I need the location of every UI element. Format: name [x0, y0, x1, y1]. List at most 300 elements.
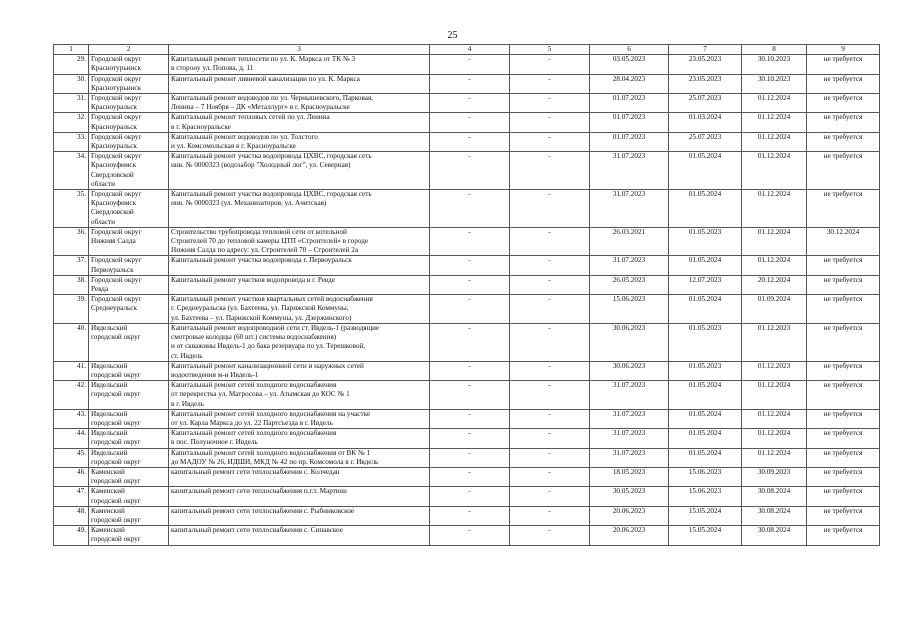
work-description-cell-line: ул. Бахтеева – ул. Парижской Коммуны, ул. Дзержинского)	[171, 313, 352, 322]
row-number-cell: 31.	[54, 94, 89, 113]
work-description-cell	[169, 190, 430, 228]
municipality-cell-line: Городской округ	[91, 74, 142, 83]
date-column-7-cell: 01.05.2024	[669, 295, 742, 324]
column-4-cell: -	[430, 256, 510, 275]
column-9-cell: не требуется	[807, 152, 880, 190]
column-5-cell: -	[510, 506, 590, 525]
municipality-cell-line: городской округ	[91, 515, 141, 524]
municipality-cell-line: Городской округ	[91, 132, 142, 141]
work-description-cell-line: Капитальный ремонт канализационной сети и наружных сетей	[171, 361, 364, 370]
table-row	[54, 429, 880, 448]
municipality-cell-line: Городской округ	[91, 256, 142, 265]
municipality-cell-line: городской округ	[91, 418, 141, 427]
column-9-cell: не требуется	[807, 275, 880, 294]
column-5-cell: -	[510, 190, 590, 228]
municipality-cell-line: городской округ	[91, 496, 141, 505]
work-description-cell-line: Капитальный ремонт сетей холодного водоснабжения на участке	[171, 409, 371, 418]
municipality-cell-line: Нижняя Салда	[91, 237, 136, 246]
work-description-cell-line: Капитальный ремонт сетей холодного водоснабжения от ВК № 1	[171, 448, 371, 457]
column-9-cell: не требуется	[807, 448, 880, 467]
page-number: 25	[447, 30, 458, 41]
work-description-cell-line: капитальный ремонт сети теплоснабжения с. Рыбниковское	[171, 506, 355, 515]
column-9-cell: не требуется	[807, 113, 880, 132]
column-9-cell: не требуется	[807, 526, 880, 545]
municipality-cell-line: Городской округ	[91, 295, 142, 304]
date-start-cell: 26.03.2021	[590, 227, 669, 256]
row-number-cell: 35.	[54, 190, 89, 228]
work-description-cell-line: и ул. Комсомольская в г. Красноуральске	[171, 142, 296, 151]
work-description-cell	[169, 295, 430, 324]
work-description-cell-line: капитальный ремонт сети теплоснабжения п.г.т. Мартюш	[171, 487, 347, 496]
column-5-cell: -	[510, 227, 590, 256]
work-description-cell-line: Капитальный ремонт участков квартальных сетей водоснабжения	[171, 295, 373, 304]
municipality-cell-line: Ревда	[91, 285, 109, 294]
work-description-cell-line: Капитальный ремонт участка водопровода г. Первоуральск	[171, 256, 352, 265]
municipality-cell-line: городской округ	[91, 457, 141, 466]
date-column-7-cell: 15.05.2024	[669, 506, 742, 525]
municipality-cell-line: Свердловской	[91, 170, 134, 179]
row-number-cell: 36.	[54, 227, 89, 256]
column-4-cell: -	[430, 323, 510, 361]
work-description-cell-line: в сторону ул. Попова, д. 11	[171, 64, 254, 73]
row-number-cell: 34.	[54, 152, 89, 190]
municipality-cell-line: городской округ	[91, 370, 141, 379]
date-column-7-cell: 15.06.2023	[669, 487, 742, 506]
work-description-cell-line: Капитальный ремонт ливневой канализации по ул. К. Маркса	[171, 74, 360, 83]
column-5-cell: -	[510, 409, 590, 428]
work-description-cell-line: в г. Красноуральске	[171, 122, 231, 131]
municipality-cell	[89, 152, 169, 190]
municipality-cell-line: городской округ	[91, 438, 141, 447]
column-5-cell: -	[510, 295, 590, 324]
column-4-cell: -	[430, 409, 510, 428]
date-column-7-cell: 12.07.2023	[669, 275, 742, 294]
municipality-cell	[89, 94, 169, 113]
header-cell: 4	[430, 45, 510, 55]
work-description-cell	[169, 152, 430, 190]
column-4-cell: -	[430, 132, 510, 151]
column-5-cell: -	[510, 275, 590, 294]
table-row	[54, 94, 880, 113]
work-description-cell	[169, 448, 430, 467]
column-4-cell: -	[430, 94, 510, 113]
column-4-cell: -	[430, 113, 510, 132]
header-cell: 3	[169, 45, 430, 55]
municipality-cell-line: Краснотурьинск	[91, 83, 141, 92]
date-completion-cell: 30.10.2023	[742, 74, 807, 93]
column-5-cell: -	[510, 256, 590, 275]
table-row	[54, 361, 880, 380]
date-column-7-cell: 01.03.2024	[669, 113, 742, 132]
municipality-cell	[89, 113, 169, 132]
work-description-cell	[169, 361, 430, 380]
column-5-cell: -	[510, 94, 590, 113]
date-completion-cell: 30.08.2024	[742, 487, 807, 506]
municipality-cell-line: Красноуральск	[91, 142, 137, 151]
work-description-cell-line: Капитальный ремонт сетей холодного водоснабжения	[171, 429, 337, 438]
municipality-cell-line: области	[91, 217, 116, 226]
date-column-7-cell: 23.05.2023	[669, 55, 742, 74]
work-description-cell-line: инв. № 0000323 (водозабор "Холодный лог", ул. Северная)	[171, 161, 351, 170]
column-9-cell: не требуется	[807, 256, 880, 275]
date-start-cell: 20.06.2023	[590, 506, 669, 525]
work-description-cell-line: Капитальный ремонт водоводов по ул. Чернышевского, Парковая,	[171, 94, 374, 103]
date-start-cell: 30.06.2023	[590, 323, 669, 361]
column-4-cell: -	[430, 152, 510, 190]
municipality-cell-line: Городской округ	[91, 190, 142, 199]
column-9-cell: не требуется	[807, 94, 880, 113]
column-9-cell: не требуется	[807, 132, 880, 151]
row-number-cell: 40.	[54, 323, 89, 361]
municipality-cell	[89, 381, 169, 410]
municipality-cell	[89, 295, 169, 324]
date-start-cell: 28.04.2023	[590, 74, 669, 93]
row-number-cell: 32.	[54, 113, 89, 132]
municipality-cell-line: Городской округ	[91, 227, 142, 236]
date-start-cell: 03.05.2023	[590, 55, 669, 74]
work-description-cell-line: от ул. Карла Маркса до ул. 22 Партсъезда в г. Ивдель	[171, 418, 333, 427]
table-row	[54, 132, 880, 151]
work-description-cell	[169, 467, 430, 486]
date-completion-cell: 01.12.2024	[742, 94, 807, 113]
municipality-cell-line: Ивдельский	[91, 381, 128, 390]
municipality-cell-line: Первоуральск	[91, 265, 134, 274]
work-description-cell-line: Капитальный ремонт участка водопровода ЦХВС, городская сеть	[171, 190, 372, 199]
work-description-cell-line: в пос. Полуночное г. Ивдель	[171, 438, 258, 447]
date-completion-cell: 01.12.2024	[742, 152, 807, 190]
date-completion-cell: 20.12.2024	[742, 275, 807, 294]
date-start-cell: 31.07.2023	[590, 190, 669, 228]
municipality-cell	[89, 361, 169, 380]
date-completion-cell: 01.12.2024	[742, 190, 807, 228]
work-description-cell	[169, 487, 430, 506]
column-9-cell: не требуется	[807, 467, 880, 486]
column-5-cell: -	[510, 55, 590, 74]
column-9-cell: не требуется	[807, 487, 880, 506]
date-start-cell: 26.05.2023	[590, 275, 669, 294]
column-9-cell: не требуется	[807, 295, 880, 324]
row-number-cell: 33.	[54, 132, 89, 151]
work-description-cell-line: водоотведения м-н Ивдель-1	[171, 370, 259, 379]
column-4-cell: -	[430, 448, 510, 467]
date-column-7-cell: 01.05.2024	[669, 409, 742, 428]
municipality-cell-line: Красноуральск	[91, 103, 137, 112]
date-column-7-cell: 25.07.2023	[669, 132, 742, 151]
date-column-7-cell: 15.06.2023	[669, 467, 742, 486]
work-description-cell	[169, 132, 430, 151]
work-description-cell-line: Капитальный ремонт участков водопровода в г. Ревде	[171, 275, 335, 284]
row-number-cell: 43.	[54, 409, 89, 428]
date-column-7-cell: 01.05.2023	[669, 361, 742, 380]
header-cell: 7	[669, 45, 742, 55]
column-4-cell: -	[430, 429, 510, 448]
date-completion-cell: 01.12.2023	[742, 361, 807, 380]
municipality-cell-line: Каменский	[91, 526, 125, 535]
municipality-cell-line: городской округ	[91, 390, 141, 399]
work-description-cell-line: до МАДОУ № 26, ИДШИ, МКД № 42 по пр. Комсомола в г. Ивдель	[171, 457, 379, 466]
header-cell: 8	[742, 45, 807, 55]
column-4-cell: -	[430, 526, 510, 545]
work-description-cell	[169, 409, 430, 428]
municipality-cell	[89, 467, 169, 486]
row-number-cell: 37.	[54, 256, 89, 275]
date-start-cell: 31.07.2023	[590, 448, 669, 467]
column-5-cell: -	[510, 323, 590, 361]
column-9-cell: не требуется	[807, 429, 880, 448]
row-number-cell: 42.	[54, 381, 89, 410]
date-completion-cell: 01.09.2024	[742, 295, 807, 324]
column-4-cell: -	[430, 295, 510, 324]
row-number-cell: 41.	[54, 361, 89, 380]
date-start-cell: 18.05.2023	[590, 467, 669, 486]
work-description-cell-line: г. Среднеуральска (ул. Бахтеева, ул. Парижской Коммуны,	[171, 304, 349, 313]
date-column-7-cell: 01.05.2024	[669, 190, 742, 228]
work-description-cell-line: Строителей 70 до тепловой камеры ЦТП «Строителей» в городе	[171, 237, 369, 246]
municipality-cell	[89, 190, 169, 228]
date-start-cell: 20.06.2023	[590, 526, 669, 545]
municipality-cell	[89, 506, 169, 525]
work-description-cell	[169, 526, 430, 545]
work-description-cell-line: Капитальный ремонт водопроводной сети ст. Ивдель-1 (разводящие	[171, 323, 380, 332]
work-description-cell-line: в г. Ивдель	[171, 399, 205, 408]
date-completion-cell: 01.12.2024	[742, 409, 807, 428]
row-number-cell: 44.	[54, 429, 89, 448]
table-row	[54, 526, 880, 545]
row-number-cell: 49.	[54, 526, 89, 545]
date-column-7-cell: 01.05.2024	[669, 256, 742, 275]
work-description-cell	[169, 256, 430, 275]
municipality-cell	[89, 323, 169, 361]
municipality-cell-line: городской округ	[91, 333, 141, 342]
work-description-cell	[169, 275, 430, 294]
municipality-cell	[89, 409, 169, 428]
date-completion-cell: 01.12.2024	[742, 132, 807, 151]
column-9-cell: не требуется	[807, 409, 880, 428]
date-column-7-cell: 01.05.2024	[669, 429, 742, 448]
column-5-cell: -	[510, 361, 590, 380]
column-5-cell: -	[510, 467, 590, 486]
header-cell: 5	[510, 45, 590, 55]
row-number-cell: 47.	[54, 487, 89, 506]
municipality-cell-line: Среднеуральск	[91, 304, 137, 313]
table-row	[54, 295, 880, 324]
date-column-7-cell: 25.07.2023	[669, 94, 742, 113]
table-row	[54, 275, 880, 294]
work-description-cell	[169, 227, 430, 256]
municipality-cell	[89, 526, 169, 545]
work-description-cell	[169, 506, 430, 525]
municipality-cell-line: Каменский	[91, 506, 125, 515]
row-number-cell: 39.	[54, 295, 89, 324]
municipality-cell	[89, 227, 169, 256]
municipality-cell	[89, 55, 169, 74]
municipality-cell-line: Краснотурьинск	[91, 64, 141, 73]
column-4-cell: -	[430, 74, 510, 93]
header-row	[54, 45, 880, 55]
work-description-cell	[169, 94, 430, 113]
municipality-cell-line: Каменский	[91, 467, 125, 476]
municipality-cell-line: Городской округ	[91, 55, 142, 64]
header-cell: 1	[54, 45, 89, 55]
column-4-cell: -	[430, 361, 510, 380]
row-number-cell: 29.	[54, 55, 89, 74]
header-cell: 2	[89, 45, 169, 55]
header-cell: 9	[807, 45, 880, 55]
table-row	[54, 323, 880, 361]
date-column-7-cell: 23.05.2023	[669, 74, 742, 93]
column-5-cell: -	[510, 448, 590, 467]
municipality-cell-line: Ивдельский	[91, 409, 128, 418]
municipality-cell	[89, 448, 169, 467]
municipality-cell-line: Ивдельский	[91, 448, 128, 457]
date-completion-cell: 30.08.2024	[742, 506, 807, 525]
municipality-cell-line: Красноуральск	[91, 122, 137, 131]
municipality-cell-line: городской округ	[91, 477, 141, 486]
column-9-cell: не требуется	[807, 381, 880, 410]
work-description-cell-line: Капитальный ремонт тепловых сетей по ул. Ленина	[171, 113, 330, 122]
column-5-cell: -	[510, 132, 590, 151]
column-5-cell: -	[510, 526, 590, 545]
work-description-cell-line: Ленина – 7 Ноября – ДК «Металлург» в г. Красноуральске	[171, 103, 350, 112]
date-completion-cell: 30.10.2023	[742, 55, 807, 74]
work-description-cell	[169, 381, 430, 410]
municipality-cell-line: Ивдельский	[91, 361, 128, 370]
date-column-7-cell: 01.05.2024	[669, 152, 742, 190]
row-number-cell: 46.	[54, 467, 89, 486]
table-row	[54, 487, 880, 506]
table-row	[54, 467, 880, 486]
date-start-cell: 31.07.2023	[590, 429, 669, 448]
municipality-cell	[89, 429, 169, 448]
municipality-cell-line: Городской округ	[91, 275, 142, 284]
work-description-cell	[169, 55, 430, 74]
municipality-cell-line: области	[91, 179, 116, 188]
column-4-cell: -	[430, 506, 510, 525]
work-description-cell-line: инв. № 0000323 (ул. Механизаторов, ул. Ачитская)	[171, 199, 327, 208]
work-description-cell-line: Капитальный ремонт теплосети по ул. К. Маркса от ТК № 3	[171, 55, 356, 64]
column-5-cell: -	[510, 429, 590, 448]
date-completion-cell: 30.08.2024	[742, 526, 807, 545]
table-row	[54, 55, 880, 74]
registry-table	[53, 44, 880, 546]
date-completion-cell: 01.12.2024	[742, 381, 807, 410]
work-description-cell-line: Капитальный ремонт сетей холодного водоснабжения	[171, 381, 337, 390]
column-9-cell: не требуется	[807, 190, 880, 228]
column-9-cell: не требуется	[807, 506, 880, 525]
table-row	[54, 448, 880, 467]
work-description-cell-line: Капитальный ремонт водоводов по ул. Толстого	[171, 132, 318, 141]
column-4-cell: -	[430, 227, 510, 256]
column-4-cell: -	[430, 467, 510, 486]
table-row	[54, 227, 880, 256]
municipality-cell-line: Каменский	[91, 487, 125, 496]
municipality-cell-line: Свердловской	[91, 208, 134, 217]
date-start-cell: 30.05.2023	[590, 487, 669, 506]
date-column-7-cell: 15.05.2024	[669, 526, 742, 545]
work-description-cell-line: Строительство трубопровода тепловой сети от котельной	[171, 227, 347, 236]
municipality-cell-line: Ивдельский	[91, 429, 128, 438]
column-4-cell: -	[430, 275, 510, 294]
column-4-cell: -	[430, 190, 510, 228]
municipality-cell-line: Городской округ	[91, 113, 142, 122]
date-completion-cell: 01.12.2024	[742, 429, 807, 448]
date-start-cell: 01.07.2023	[590, 94, 669, 113]
table-row	[54, 409, 880, 428]
column-5-cell: -	[510, 487, 590, 506]
date-column-7-cell: 01.05.2024	[669, 448, 742, 467]
column-5-cell: -	[510, 152, 590, 190]
municipality-cell-line: Красноуфимск	[91, 161, 137, 170]
date-column-7-cell: 01.05.2024	[669, 381, 742, 410]
work-description-cell	[169, 74, 430, 93]
row-number-cell: 30.	[54, 74, 89, 93]
date-start-cell: 01.07.2023	[590, 113, 669, 132]
column-4-cell: -	[430, 55, 510, 74]
column-9-cell: не требуется	[807, 55, 880, 74]
work-description-cell-line: смотровые колодцы (60 шт.) системы водоснабжения)	[171, 333, 337, 342]
column-4-cell: -	[430, 381, 510, 410]
date-start-cell: 31.07.2023	[590, 152, 669, 190]
date-start-cell: 15.06.2023	[590, 295, 669, 324]
column-4-cell: -	[430, 487, 510, 506]
municipality-cell	[89, 487, 169, 506]
municipality-cell-line: Городской округ	[91, 94, 142, 103]
work-description-cell	[169, 113, 430, 132]
table-row	[54, 152, 880, 190]
municipality-cell	[89, 132, 169, 151]
work-description-cell-line: Нижняя Салда по адресу: ул. Строителей 70 – Строителей 2а	[171, 246, 359, 255]
date-completion-cell: 01.12.2024	[742, 448, 807, 467]
date-column-7-cell: 01.05.2023	[669, 227, 742, 256]
table-row	[54, 506, 880, 525]
work-description-cell	[169, 429, 430, 448]
column-9-cell: не требуется	[807, 74, 880, 93]
row-number-cell: 48.	[54, 506, 89, 525]
row-number-cell: 38.	[54, 275, 89, 294]
date-start-cell: 31.07.2023	[590, 409, 669, 428]
work-description-cell	[169, 323, 430, 361]
table-row	[54, 381, 880, 410]
date-completion-cell: 01.12.2024	[742, 113, 807, 132]
column-5-cell: -	[510, 113, 590, 132]
work-description-cell-line: Капитальный ремонт участка водопровода ЦХВС, городская сеть	[171, 152, 372, 161]
date-start-cell: 01.07.2023	[590, 132, 669, 151]
work-description-cell-line: капитальный ремонт сети теплоснабжения с. Колчедан	[171, 467, 340, 476]
work-description-cell-line: и от скважины Ивдель-1 до бака резервуара по ул. Терешковой,	[171, 342, 366, 351]
date-start-cell: 31.07.2023	[590, 381, 669, 410]
table-row	[54, 190, 880, 228]
date-completion-cell: 01.12.2024	[742, 227, 807, 256]
column-9-cell: не требуется	[807, 323, 880, 361]
date-start-cell: 30.06.2023	[590, 361, 669, 380]
header-cell: 6	[590, 45, 669, 55]
table-row	[54, 113, 880, 132]
municipality-cell-line: Красноуфимск	[91, 199, 137, 208]
column-9-cell: не требуется	[807, 361, 880, 380]
municipality-cell-line: Ивдельский	[91, 323, 128, 332]
table-row	[54, 256, 880, 275]
row-number-cell: 45.	[54, 448, 89, 467]
municipality-cell	[89, 256, 169, 275]
municipality-cell-line: городской округ	[91, 535, 141, 544]
table-row	[54, 74, 880, 93]
date-completion-cell: 01.12.2024	[742, 256, 807, 275]
municipality-cell	[89, 275, 169, 294]
work-description-cell-line: от перекрестка ул. Матросова – ул. Атымская до КОС № 1	[171, 390, 350, 399]
column-9-cell: 30.12.2024	[807, 227, 880, 256]
municipality-cell-line: Городской округ	[91, 152, 142, 161]
column-5-cell: -	[510, 381, 590, 410]
